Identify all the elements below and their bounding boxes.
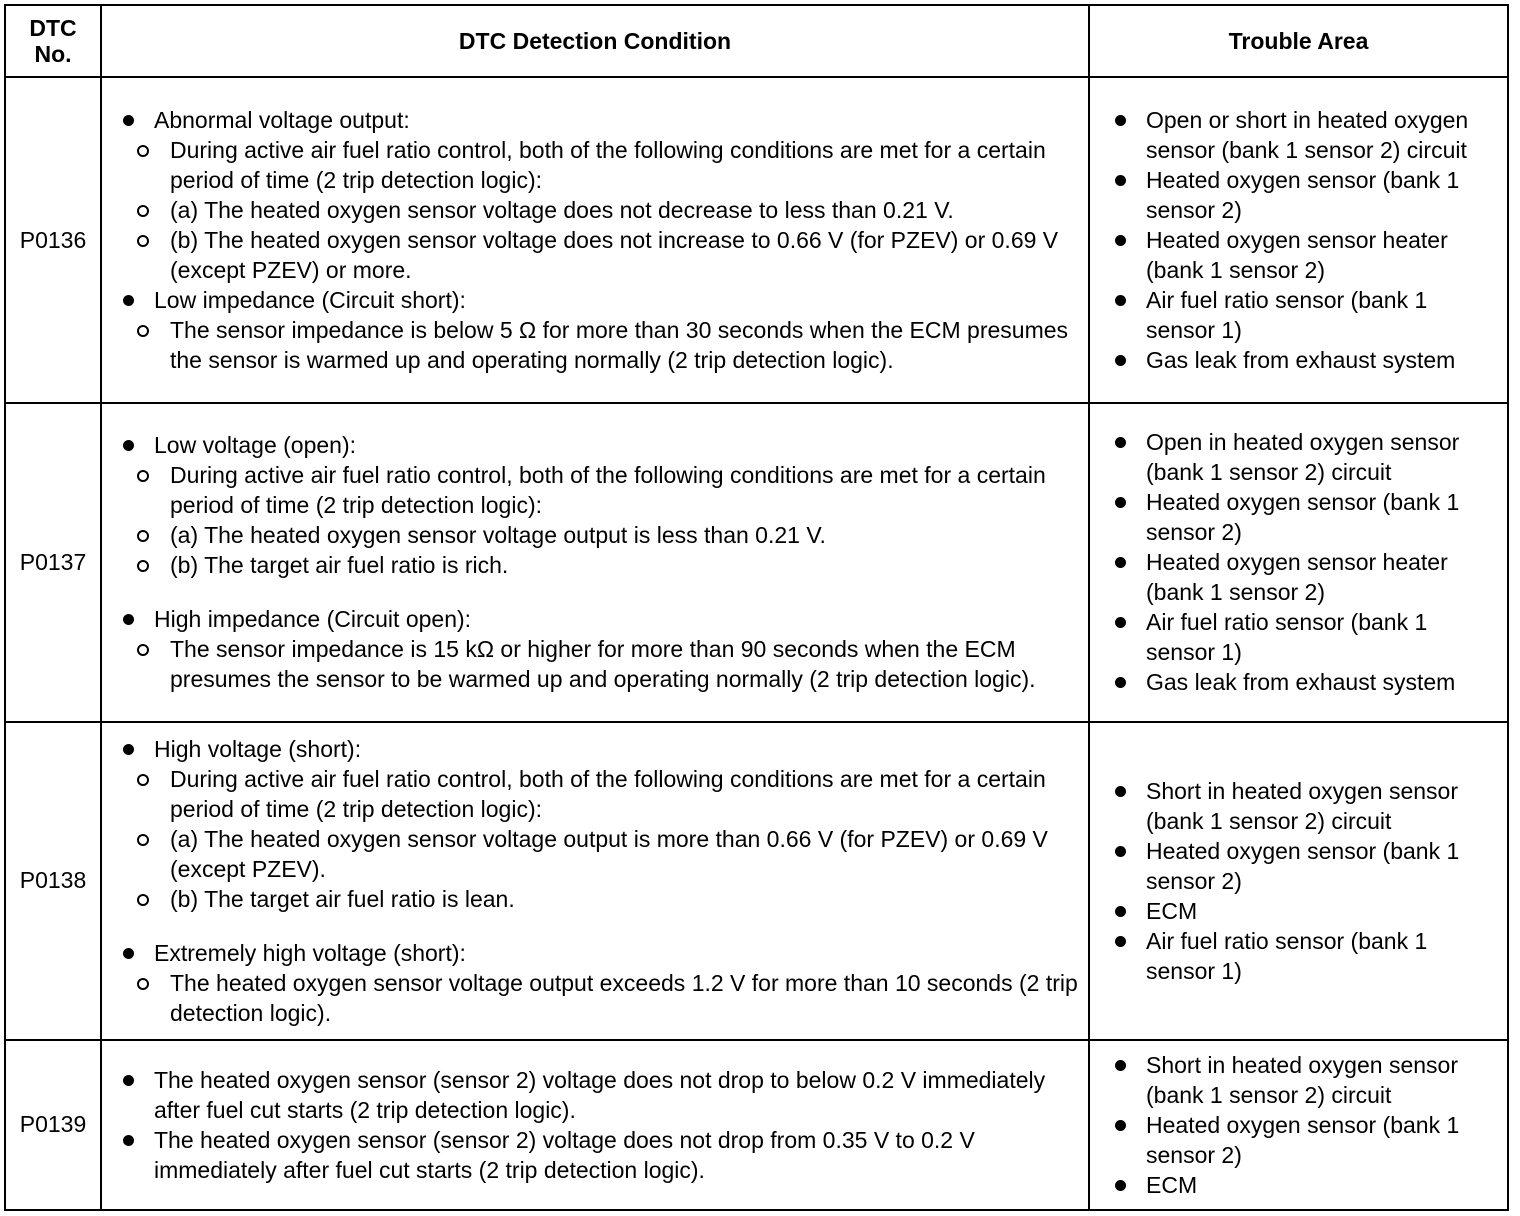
condition-item (120, 430, 1080, 460)
trouble-area-item: Air fuel ratio sensor (bank 1 sensor 1) (1112, 926, 1501, 986)
condition-text: High voltage (short): (154, 735, 362, 762)
detection-condition (101, 77, 1089, 403)
trouble-area-item: Open or short in heated oxygen sensor (bank 1 sensor 2) circuit (1112, 105, 1501, 165)
table-body (5, 77, 1508, 1210)
trouble-area (1089, 77, 1508, 403)
sub-condition-item: (a) The heated oxygen sensor voltage output is less than 0.21 V. (120, 520, 1080, 550)
dtc-table (4, 4, 1509, 1211)
trouble-area-item: Short in heated oxygen sensor (bank 1 sensor 2) circuit (1112, 1050, 1501, 1110)
condition-list (120, 1065, 1080, 1185)
trouble-area-item: Air fuel ratio sensor (bank 1 sensor 1) (1112, 607, 1501, 667)
detection-condition (101, 403, 1089, 721)
condition-list (120, 734, 1080, 1028)
dtc-code: P0138 (5, 722, 101, 1040)
sub-condition-item: During active air fuel ratio control, both of the following conditions are met for a certain period of time (2 trip detection logic): (120, 764, 1080, 824)
trouble-area-list (1112, 1050, 1501, 1200)
header-trouble-area-label: Trouble Area (1228, 28, 1369, 54)
condition-item (120, 105, 1080, 135)
trouble-area-item: Air fuel ratio sensor (bank 1 sensor 1) (1112, 285, 1501, 345)
header-dtc-no (5, 5, 101, 77)
detection-condition (101, 1040, 1089, 1210)
table-row (5, 77, 1508, 403)
condition-list (120, 430, 1080, 694)
trouble-area-item: Open in heated oxygen sensor (bank 1 sensor 2) circuit (1112, 427, 1501, 487)
condition-item (120, 938, 1080, 968)
sub-condition-item: During active air fuel ratio control, both of the following conditions are met for a certain period of time (2 trip detection logic): (120, 135, 1080, 195)
trouble-area-item: Short in heated oxygen sensor (bank 1 sensor 2) circuit (1112, 776, 1501, 836)
dtc-code: P0137 (5, 403, 101, 721)
sub-condition-item: (a) The heated oxygen sensor voltage output is more than 0.66 V (for PZEV) or 0.69 V (except PZEV). (120, 824, 1080, 884)
condition-item (120, 604, 1080, 634)
detection-condition (101, 722, 1089, 1040)
sub-condition-item: (b) The target air fuel ratio is rich. (120, 550, 1080, 580)
condition-item (120, 1125, 1080, 1185)
dtc-code: P0139 (5, 1040, 101, 1210)
condition-text: Low impedance (Circuit short): (154, 287, 466, 314)
condition-item (120, 734, 1080, 764)
sub-condition-item: The sensor impedance is below 5 Ω for more than 30 seconds when the ECM presumes the sensor is warmed up and operating normally (2 trip detection logic). (120, 315, 1080, 375)
header-dtc-no-label: DTC No. (29, 15, 77, 67)
trouble-area-item: Heated oxygen sensor (bank 1 sensor 2) (1112, 836, 1501, 896)
sub-condition-item: The heated oxygen sensor voltage output exceeds 1.2 V for more than 10 seconds (2 trip detection logic). (120, 968, 1080, 1028)
trouble-area-item: Gas leak from exhaust system (1112, 345, 1501, 375)
trouble-area-item: Heated oxygen sensor heater (bank 1 sensor 2) (1112, 547, 1501, 607)
condition-text: The heated oxygen sensor (sensor 2) voltage does not drop from 0.35 V to 0.2 V immediately after fuel cut starts (2 trip detection logic). (154, 1126, 975, 1183)
condition-text: Abnormal voltage output: (154, 107, 410, 134)
trouble-area-item: Heated oxygen sensor (bank 1 sensor 2) (1112, 487, 1501, 547)
header-row (5, 5, 1508, 77)
condition-text: The heated oxygen sensor (sensor 2) voltage does not drop to below 0.2 V immediately after fuel cut starts (2 trip detection logic). (154, 1066, 1046, 1123)
header-condition (101, 5, 1089, 77)
trouble-area (1089, 722, 1508, 1040)
sub-condition-item: During active air fuel ratio control, both of the following conditions are met for a certain period of time (2 trip detection logic): (120, 460, 1080, 520)
sub-condition-item: The sensor impedance is 15 kΩ or higher for more than 90 seconds when the ECM presumes the sensor to be warmed up and operating normally (2 trip detection logic). (120, 634, 1080, 694)
table-row (5, 1040, 1508, 1210)
header-condition-label: DTC Detection Condition (458, 28, 732, 54)
sub-condition-item: (a) The heated oxygen sensor voltage does not decrease to less than 0.21 V. (120, 195, 1080, 225)
sub-condition-item: (b) The target air fuel ratio is lean. (120, 884, 1080, 914)
trouble-area (1089, 1040, 1508, 1210)
dtc-code: P0136 (5, 77, 101, 403)
trouble-area-item: ECM (1112, 896, 1501, 926)
trouble-area (1089, 403, 1508, 721)
trouble-area-item: Gas leak from exhaust system (1112, 667, 1501, 697)
condition-text: Low voltage (open): (154, 432, 357, 459)
table-row (5, 403, 1508, 721)
condition-text: High impedance (Circuit open): (154, 606, 472, 633)
header-trouble-area (1089, 5, 1508, 77)
condition-item (120, 285, 1080, 315)
trouble-area-list (1112, 105, 1501, 375)
condition-item (120, 1065, 1080, 1125)
sub-condition-item: (b) The heated oxygen sensor voltage does not increase to 0.66 V (for PZEV) or 0.69 V (except PZEV) or more. (120, 225, 1080, 285)
trouble-area-item: Heated oxygen sensor heater (bank 1 sensor 2) (1112, 225, 1501, 285)
trouble-area-list (1112, 427, 1501, 697)
trouble-area-list (1112, 776, 1501, 986)
table-row (5, 722, 1508, 1040)
trouble-area-item: Heated oxygen sensor (bank 1 sensor 2) (1112, 1110, 1501, 1170)
trouble-area-item: ECM (1112, 1170, 1501, 1200)
condition-list (120, 105, 1080, 375)
condition-text: Extremely high voltage (short): (154, 939, 466, 966)
trouble-area-item: Heated oxygen sensor (bank 1 sensor 2) (1112, 165, 1501, 225)
